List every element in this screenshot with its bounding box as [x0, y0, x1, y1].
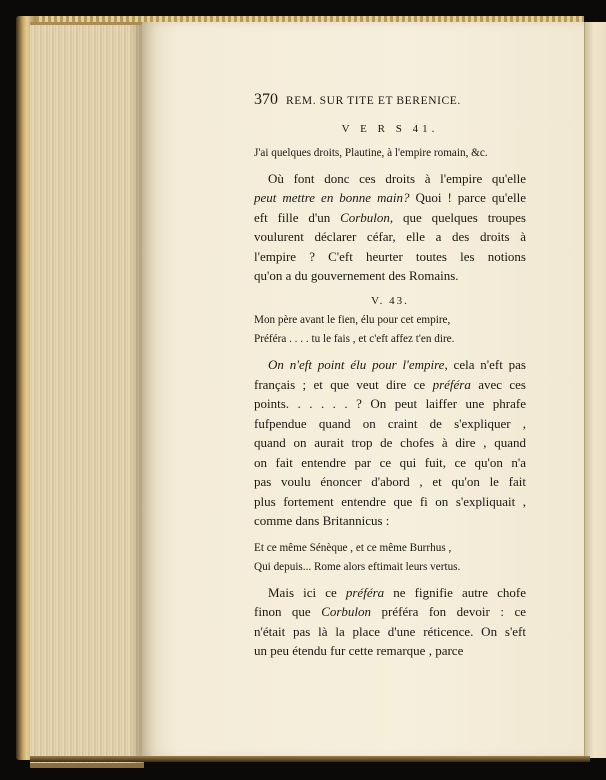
page-number: 370 [254, 91, 278, 108]
italic-text: On n'eft point élu pour l'empire [268, 357, 445, 372]
text-line [254, 641, 526, 661]
text-span: eft fille d'un [254, 209, 341, 225]
commentary-paragraph-1 [254, 169, 526, 286]
italic-text: Corbulon [321, 604, 372, 619]
text-span: finon que [254, 604, 322, 619]
text-span: préféra fon devoir : ce [371, 604, 526, 619]
text-span: comme dans Britannicus : [254, 513, 390, 528]
quoted-verse-line-1: Mon père avant le fien, élu pour cet empire, [254, 314, 451, 326]
text-span: points. . . . . . ? On peut laiffer une phrafe [254, 396, 526, 411]
britannicus-verse-line-2: Qui depuis... Rome alors eftimait leurs vertus. [254, 560, 461, 573]
commentary-paragraph-3 [254, 583, 526, 661]
text-span: Mais ici ce [268, 584, 346, 600]
text-line [254, 266, 526, 286]
text-line [254, 433, 526, 453]
bottom-edge [30, 756, 590, 762]
text-span: fufpendue quand on craint de s'expliquer , [254, 415, 526, 431]
text-span: un peu étendu fur cette remarque , parce [254, 643, 464, 658]
text-span: l'empire ? C'eft heurter toutes les notions [254, 248, 526, 264]
text-line [254, 602, 526, 622]
text-span: n'était pas là la place d'une réticence. On s'eft [254, 623, 526, 639]
text-line [254, 188, 526, 208]
text-span: quand on aurait trop de chofes à dire , quand [254, 435, 526, 450]
page-text [254, 90, 526, 661]
text-span: Où font donc ces droits à l'empire qu'elle [268, 170, 526, 186]
italic-text: Corbulon [340, 209, 390, 225]
text-line [254, 583, 526, 603]
text-line [254, 227, 526, 247]
text-line [254, 355, 526, 375]
text-line [254, 414, 526, 434]
text-span: , cela n'eft pas [444, 357, 526, 372]
text-span: ne fignifie autre chofe [384, 584, 526, 600]
text-span: plus fortement entendre que fi on s'expliquait , [254, 493, 526, 509]
italic-text: préféra [432, 376, 471, 392]
text-span: Quoi ! parce qu'elle [409, 190, 527, 205]
text-line [254, 394, 526, 414]
text-line [254, 472, 526, 492]
text-line [254, 511, 526, 531]
britannicus-verse-line-1: Et ce même Sénèque , et ce même Burrhus , [254, 541, 452, 554]
page-stack [30, 22, 144, 768]
text-span: qu'on a du gouvernement des Romains. [254, 268, 459, 283]
italic-text: préféra [345, 584, 385, 600]
text-span: on fait entendre par ce qui fuit, ce qu'on n'a [254, 454, 526, 470]
quoted-verse: J'ai quelques droits, Plautine, à l'empire romain, &c. [254, 146, 488, 159]
text-span: voulurent déclarer céfar, elle a des droits à [254, 229, 526, 244]
commentary-paragraph-2 [254, 355, 526, 531]
text-span: avec ces [470, 376, 526, 392]
running-head [254, 90, 526, 116]
text-line [254, 169, 526, 189]
text-line [254, 453, 526, 473]
italic-text: peut mettre en bonne main? [254, 190, 410, 205]
text-span: français ; et que veut dire ce [254, 376, 433, 392]
verse-heading-41: V E R S 41. [341, 123, 439, 135]
quoted-verse-line-2: Préféra . . . . tu le fais , et c'eft affez t'en dire. [254, 333, 455, 345]
text-span: , que quelques troupes [389, 209, 526, 225]
facing-page-edge [584, 22, 606, 758]
verse-heading-43: V. 43. [371, 294, 409, 307]
text-span: pas voulu énoncer d'abord , et qu'on le fait [254, 474, 526, 489]
text-line [254, 622, 526, 642]
text-line [254, 375, 526, 395]
text-line [254, 208, 526, 228]
text-line [254, 247, 526, 267]
running-title: REM. SUR TITE ET BERENICE. [286, 95, 461, 107]
text-line [254, 492, 526, 512]
